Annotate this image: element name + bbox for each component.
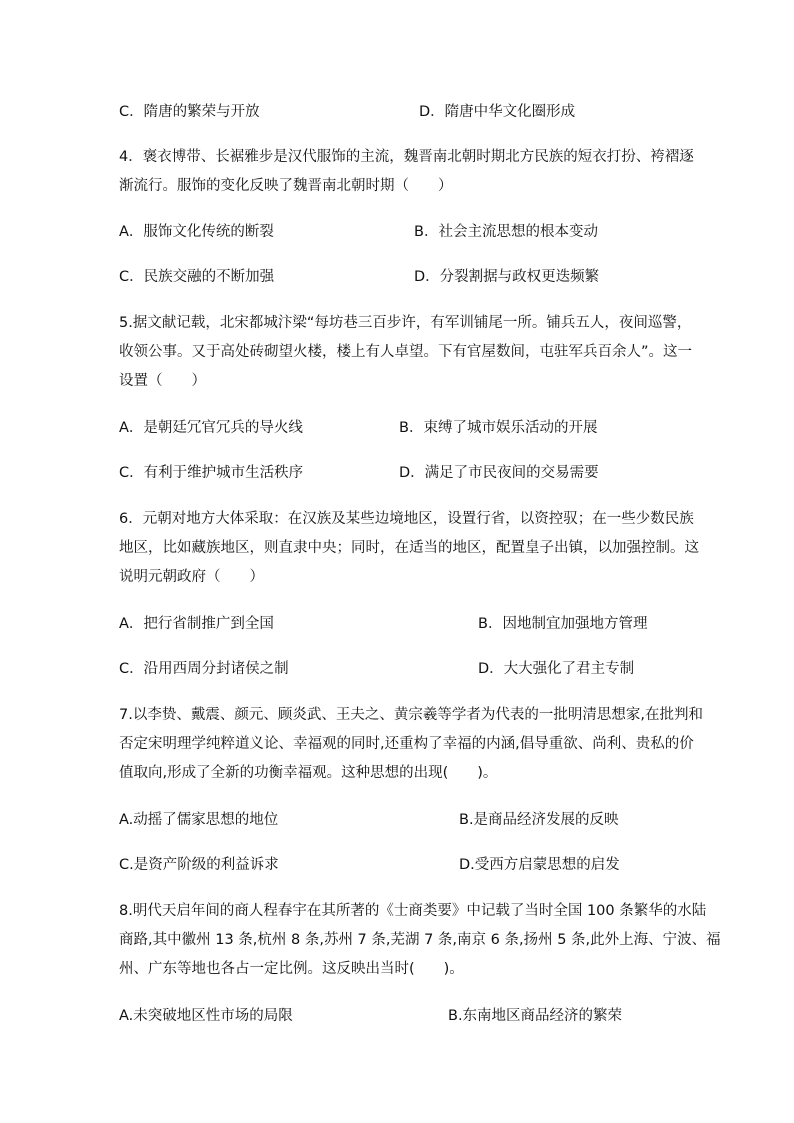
- q4-stem: [119, 147, 694, 205]
- q5-option-b[interactable]: B．束缚了城市娱乐活动的开展: [399, 420, 598, 436]
- q6-option-a[interactable]: A．把行省制推广到全国: [119, 616, 274, 632]
- q7-option-a[interactable]: A.动摇了儒家思想的地位: [119, 812, 279, 828]
- q4-stem-line: 渐流行。服饰的变化反映了魏晋南北朝时期（ ）: [119, 178, 453, 194]
- q8-stem-line: 商路,其中徽州 13 条,杭州 8 条,苏州 7 条,芜湖 7 条,南京 6 条,扬州 5 条,此外上海、宁波、福: [119, 932, 721, 948]
- q6-stem-line: 地区，比如藏族地区，则直隶中央；同时，在适当的地区，配置皇子出镇，以加强控制。这: [119, 540, 699, 556]
- q6-stem: [119, 509, 699, 596]
- q3-option-c[interactable]: C．隋唐的繁荣与开放: [119, 104, 260, 120]
- q6-option-d[interactable]: D．大大强化了君主专制: [478, 661, 635, 677]
- q6-stem-line: 说明元朝政府（ ）: [119, 569, 264, 585]
- q5-stem-line: 设置（ ）: [119, 373, 206, 389]
- q6-stem-line: 6．元朝对地方大体采取：在汉族及某些边境地区，设置行省，以资控驭；在一些少数民族: [119, 511, 694, 527]
- q5-option-d[interactable]: D．满足了市民夜间的交易需要: [399, 465, 599, 481]
- q4-option-d[interactable]: D．分裂割据与政权更迭频繁: [414, 269, 600, 285]
- q7-option-b[interactable]: B.是商品经济发展的反映: [459, 812, 619, 828]
- q5-option-a[interactable]: A．是朝廷冗官冗兵的导火线: [119, 420, 303, 436]
- q7-option-d[interactable]: D.受西方启蒙思想的启发: [459, 857, 620, 873]
- q3-option-d[interactable]: D．隋唐中华文化圈形成: [419, 104, 576, 120]
- q7-option-c[interactable]: C.是资产阶级的利益诉求: [119, 857, 279, 873]
- q8-stem-line: 8.明代天启年间的商人程春宇在其所著的《士商类要》中记载了当时全国 100 条繁华的水陆: [119, 903, 707, 919]
- q5-option-c[interactable]: C．有利于维护城市生活秩序: [119, 465, 304, 481]
- q4-stem-line: 4．褒衣博带、长裾雅步是汉代服饰的主流，魏晋南北朝时期北方民族的短衣打扮、袴褶逐: [119, 149, 694, 165]
- q5-stem: [119, 313, 693, 400]
- q7-stem-line: 否定宋明理学纯粹道义论、幸福观的同时,还重构了幸福的内涵,倡导重欲、尚利、贵私的价: [119, 736, 694, 752]
- q7-stem-line: 7.以李贽、戴震、颜元、顾炎武、王夫之、黄宗羲等学者为代表的一批明清思想家,在批判和: [119, 707, 703, 723]
- q4-option-b[interactable]: B．社会主流思想的根本变动: [414, 224, 598, 240]
- q8-option-b[interactable]: B.东南地区商品经济的繁荣: [448, 1008, 623, 1024]
- q7-stem: [119, 705, 703, 792]
- q4-option-a[interactable]: A．服饰文化传统的断裂: [119, 224, 274, 240]
- q5-stem-line: 收领公事。又于高处砖砌望火楼，楼上有人卓望。下有官屋数间，屯驻军兵百余人”。这一: [119, 344, 693, 360]
- q6-option-c[interactable]: C．沿用西周分封诸侯之制: [119, 661, 289, 677]
- q4-option-c[interactable]: C．民族交融的不断加强: [119, 269, 275, 285]
- q8-stem-line: 州、广东等地也各占一定比例。这反映出当时( )。: [119, 961, 464, 977]
- q8-stem: [119, 901, 721, 988]
- q7-stem-line: 值取向,形成了全新的功衡幸福观。这种思想的出现( )。: [119, 765, 498, 781]
- q6-option-b[interactable]: B．因地制宜加强地方管理: [478, 616, 648, 632]
- q8-option-a[interactable]: A.未突破地区性市场的局限: [119, 1008, 293, 1024]
- q5-stem-line: 5.据文献记载，北宋都城汴梁“每坊巷三百步许，有军训铺尾一所。铺兵五人，夜间巡警，: [119, 315, 692, 331]
